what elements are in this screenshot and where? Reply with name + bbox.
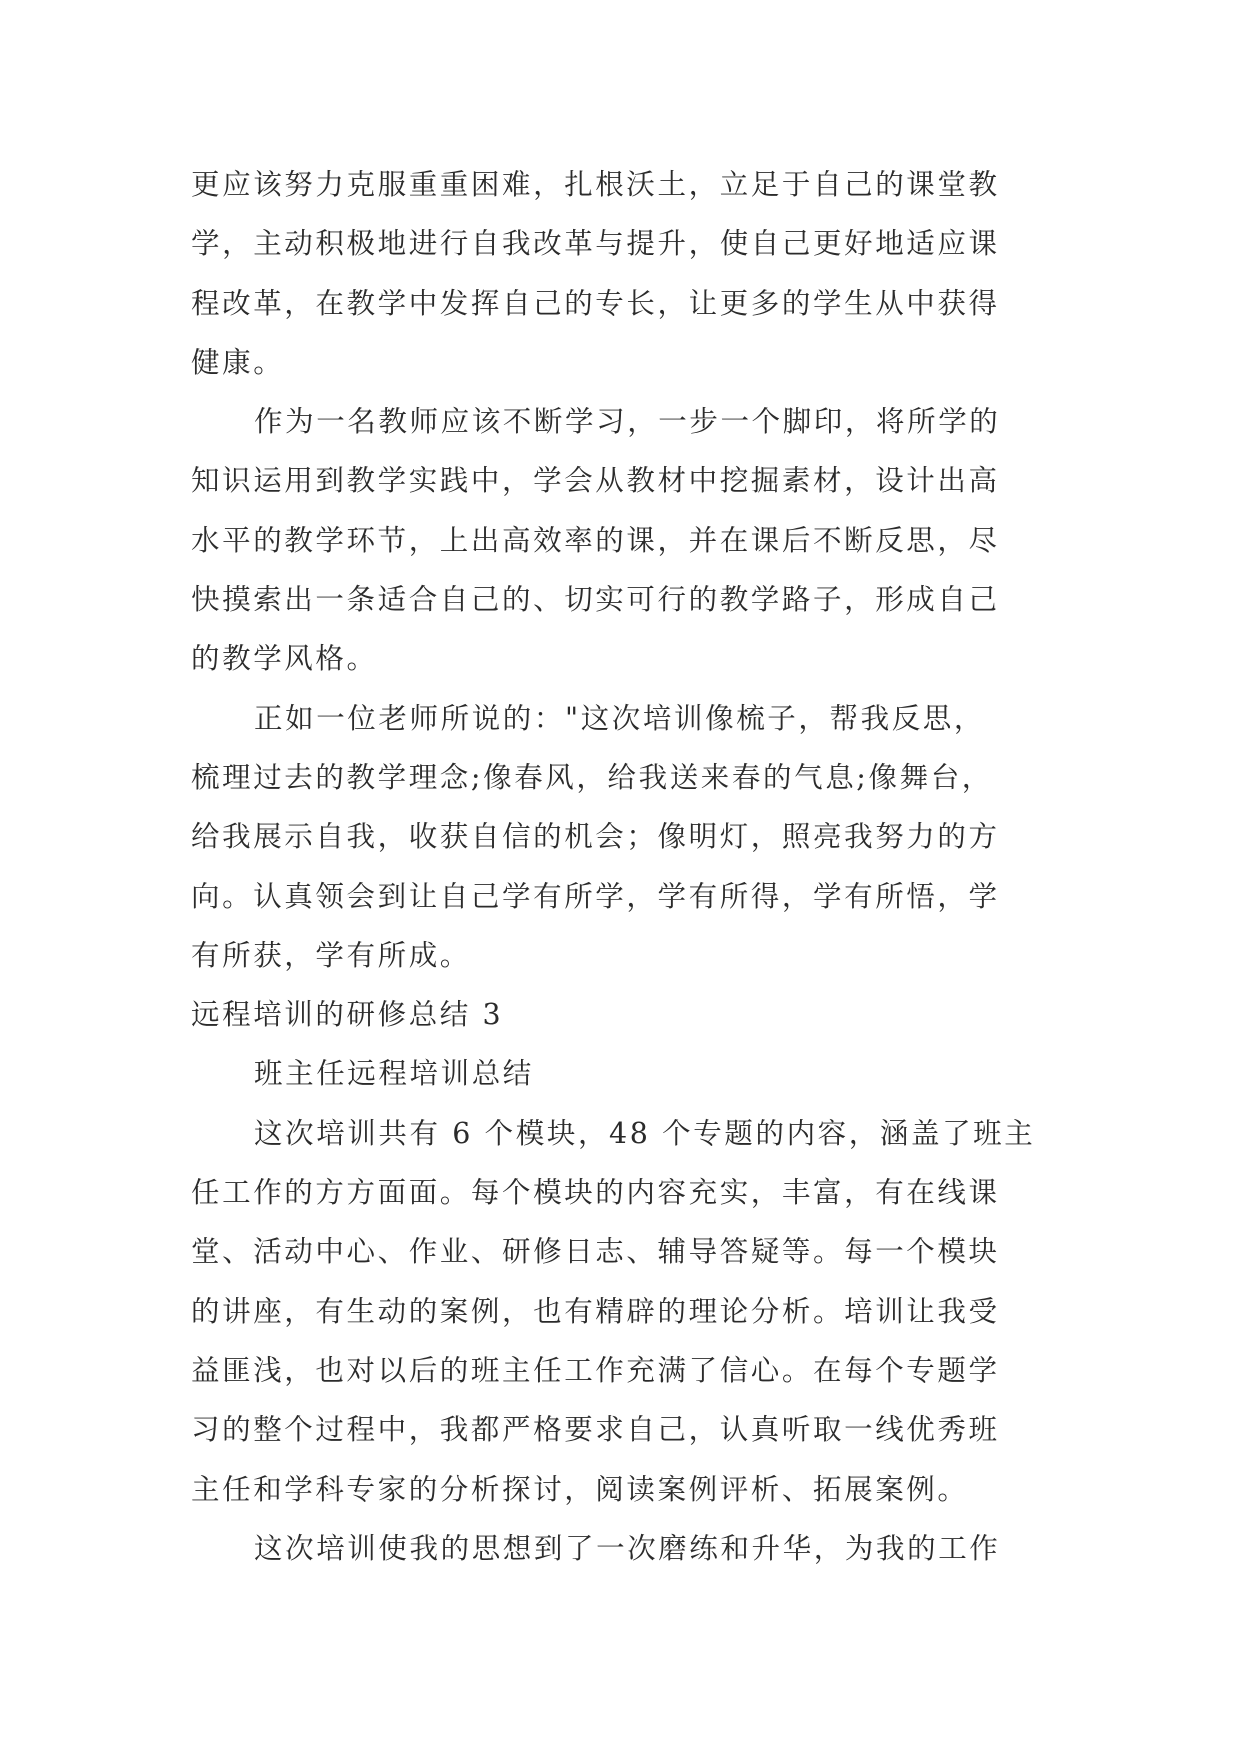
text-line: 向。认真领会到让自己学有所学，学有所得，学有所悟，学 <box>191 879 1000 913</box>
text-line: 健康。 <box>191 345 285 379</box>
text-line: 这次培训使我的思想到了一次磨练和升华，为我的工作 <box>254 1531 1001 1565</box>
text-line: 这次培训共有 6 个模块，48 个专题的内容，涵盖了班主 <box>254 1116 1036 1150</box>
text-line: 正如一位老师所说的："这次培训像梳子，帮我反思， <box>254 701 986 735</box>
text-line: 益匪浅，也对以后的班主任工作充满了信心。在每个专题学 <box>191 1353 1000 1387</box>
text-line: 主任和学科专家的分析探讨，阅读案例评析、拓展案例。 <box>191 1472 969 1506</box>
text-line: 堂、活动中心、作业、研修日志、辅导答疑等。每一个模块 <box>191 1235 1000 1269</box>
text-line: 程改革，在教学中发挥自己的专长，让更多的学生从中获得 <box>191 286 1000 320</box>
text-line: 梳理过去的教学理念;像春风，给我送来春的气息;像舞台， <box>191 760 993 794</box>
text-line: 有所获，学有所成。 <box>191 938 471 972</box>
text-line: 任工作的方方面面。每个模块的内容充实，丰富，有在线课 <box>191 1176 1000 1210</box>
text-line: 水平的教学环节，上出高效率的课，并在课后不断反思，尽 <box>191 523 1000 557</box>
text-line: 快摸索出一条适合自己的、切实可行的教学路子，形成自己 <box>191 583 1000 617</box>
text-line: 知识运用到教学实践中，学会从教材中挖掘素材，设计出高 <box>191 464 1000 498</box>
document-body <box>191 155 1051 1578</box>
text-line: 作为一名教师应该不断学习，一步一个脚印，将所学的 <box>254 405 1001 439</box>
text-line: 的讲座，有生动的案例，也有精辟的理论分析。培训让我受 <box>191 1294 1000 1328</box>
text-line: 更应该努力克服重重困难，扎根沃土，立足于自己的课堂教 <box>191 168 1000 201</box>
text-line: 学，主动积极地进行自我改革与提升，使自己更好地适应课 <box>191 227 1000 261</box>
text-line: 给我展示自我，收获自信的机会；像明灯，照亮我努力的方 <box>191 820 1000 854</box>
section-heading: 远程培训的研修总结 3 <box>191 998 504 1032</box>
text-line: 习的整个过程中，我都严格要求自己，认真听取一线优秀班 <box>191 1413 1000 1447</box>
text-line: 的教学风格。 <box>191 642 378 676</box>
text-line: 班主任远程培训总结 <box>254 1057 534 1091</box>
